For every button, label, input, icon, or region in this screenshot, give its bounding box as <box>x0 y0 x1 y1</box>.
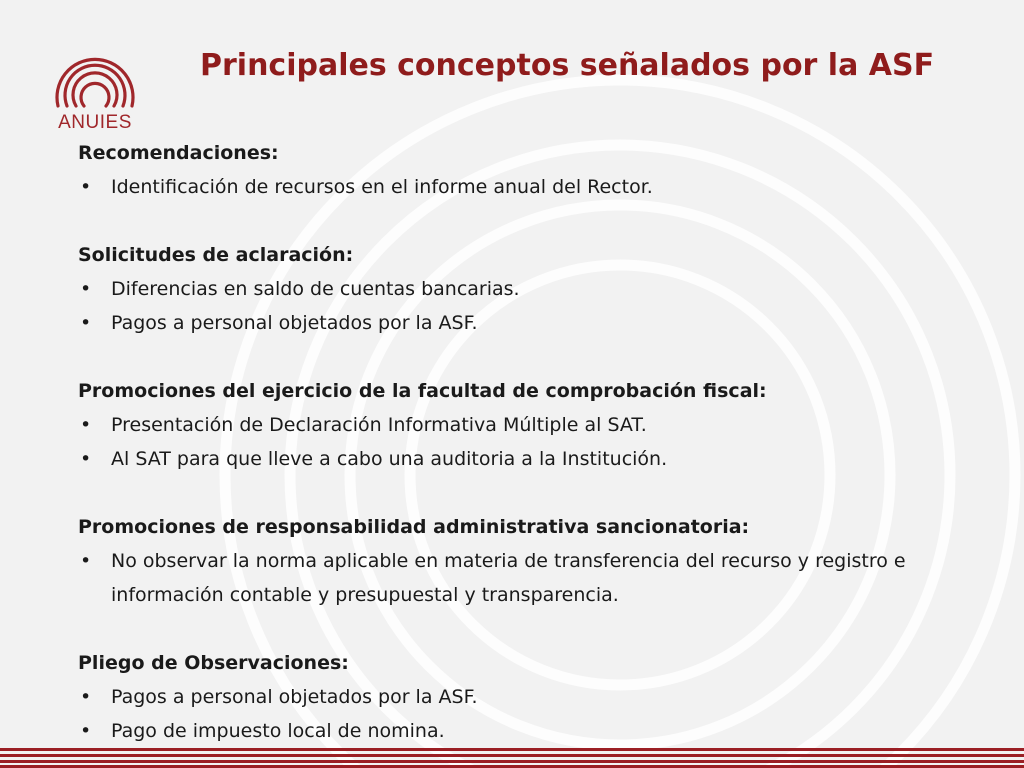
section-heading: Recomendaciones: <box>78 142 279 164</box>
section-promociones-fiscal <box>78 374 998 476</box>
bullet-list <box>78 408 998 476</box>
section-solicitudes <box>78 238 998 340</box>
bullet-list <box>78 544 998 612</box>
list-item: • No observar la norma aplicable en materia de transferencia del recurso y registro e información contable y presupuestal y transparencia. <box>78 544 998 612</box>
list-item: • Diferencias en saldo de cuentas bancarias. <box>78 272 998 306</box>
content-body <box>78 136 998 748</box>
list-item: • Al SAT para que lleve a cabo una auditoria a la Institución. <box>78 442 998 476</box>
list-item: • Presentación de Declaración Informativa Múltiple al SAT. <box>78 408 998 442</box>
footer-stripe <box>0 760 1024 763</box>
section-heading: Solicitudes de aclaración: <box>78 244 354 266</box>
section-heading: Promociones de responsabilidad administrativa sancionatoria: <box>78 516 750 538</box>
footer-stripes <box>0 744 1024 768</box>
section-promociones-responsabilidad <box>78 510 998 612</box>
section-recomendaciones <box>78 136 998 204</box>
list-item: • Pagos a personal objetados por la ASF. <box>78 680 998 714</box>
logo-wordmark: ANUIES <box>58 112 132 133</box>
section-heading: Promociones del ejercicio de la facultad de comprobación fiscal: <box>78 380 767 402</box>
list-item: • Identificación de recursos en el informe anual del Rector. <box>78 170 998 204</box>
section-heading: Pliego de Observaciones: <box>78 652 349 674</box>
footer-stripe <box>0 748 1024 751</box>
list-item: • Pago de impuesto local de nomina. <box>78 714 998 748</box>
footer-stripe <box>0 754 1024 757</box>
bullet-list <box>78 170 998 204</box>
bullet-list <box>78 272 998 340</box>
section-pliego <box>78 646 998 748</box>
page-title: Principales conceptos señalados por la ASF <box>200 48 935 83</box>
bullet-list <box>78 680 998 748</box>
list-item: • Pagos a personal objetados por la ASF. <box>78 306 998 340</box>
